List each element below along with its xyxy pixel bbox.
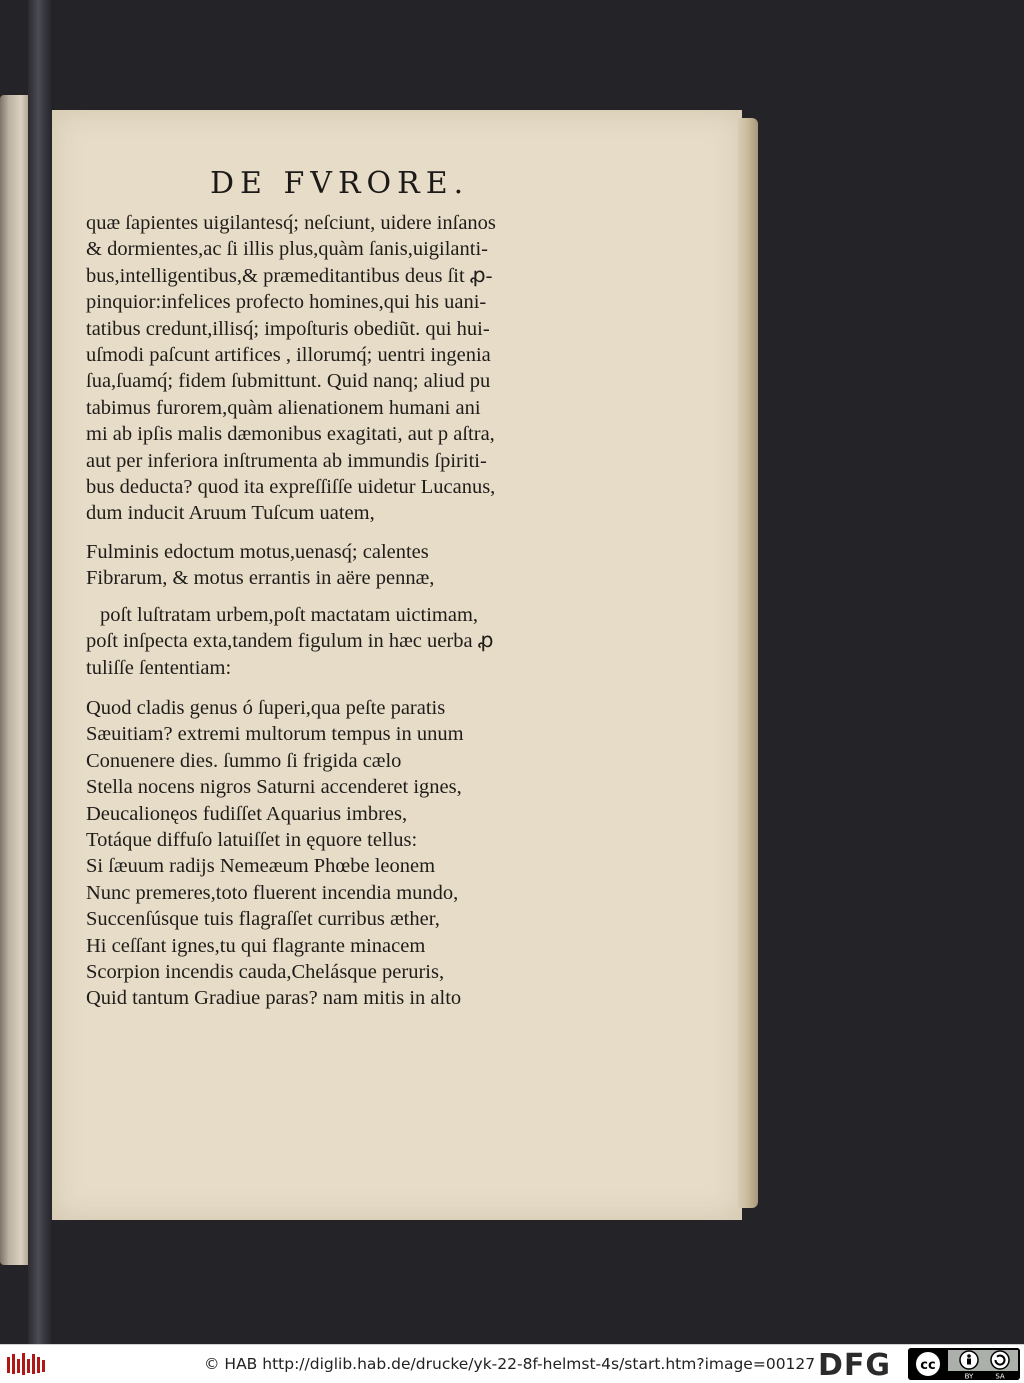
running-head: DE FVRORE. — [210, 166, 470, 201]
sa-icon — [991, 1351, 1009, 1369]
verse-line: Quod cladis genus ó ſuperi,qua peſte paratis — [86, 696, 446, 719]
footer-bar — [0, 1344, 1024, 1383]
verse-line: Nunc premeres,toto fluerent incendia mundo, — [86, 881, 459, 904]
text-line: uſmodi paſcunt artifices , illorumq́; uentri ingenia — [86, 344, 491, 367]
verse-line: Quid tantum Gradiue paras? nam mitis in alto — [86, 987, 462, 1010]
text-line: tabimus furorem,quàm alienationem humani ani — [86, 396, 481, 419]
cc-sa-label: SA — [995, 1372, 1005, 1380]
book-binding — [28, 0, 54, 1344]
verse-line: Scorpion incendis cauda,Chelásque peruris, — [86, 960, 445, 983]
text-line: & dormientes,ac ſi illis plus,quàm ſanis,uigilanti- — [86, 238, 488, 261]
text-block — [86, 210, 586, 1012]
verse-block-2 — [86, 695, 586, 1012]
text-line: dum inducit Aruum Tuſcum uatem, — [86, 502, 375, 525]
text-line: bus deducta? quod ita expreſſiſſe uidetur Lucanus, — [86, 476, 496, 499]
text-line: ſua,ſuamq́; fidem ſubmittunt. Quid nanq; aliud pu — [86, 370, 491, 393]
page-fore-edge — [738, 118, 758, 1208]
text-line: tuliſſe ſententiam: — [86, 656, 232, 679]
text-line: mi ab ipſis malis dæmonibus exagitati, aut p aſtra, — [86, 423, 495, 446]
copyright-link[interactable]: © HAB http://diglib.hab.de/drucke/yk-22-8f-helmst-4s/start.htm?image=00127 — [204, 1355, 816, 1373]
text-line: pinquior:infelices profecto homines,qui his uani- — [86, 291, 487, 314]
verse-line: Totáque diffuſo latuiſſet in ęquore tellus: — [86, 828, 418, 851]
verse-line: Fulminis edoctum motus,uenasq́; calentes — [86, 540, 429, 563]
cc-license-badge[interactable] — [908, 1348, 1020, 1380]
text-line: bus,intelligentibus,& præmeditantibus deus ſit ꝓ- — [86, 264, 493, 287]
hab-logo-icon[interactable] — [6, 1351, 46, 1377]
svg-text:cc: cc — [920, 1358, 936, 1373]
cc-icon — [915, 1351, 941, 1377]
prose-block-2 — [86, 602, 586, 681]
by-icon — [960, 1351, 978, 1369]
verse-line: Si ſæuum radijs Nemeæum Phœbe leonem — [86, 855, 436, 878]
verse-line: Sæuitiam? extremi multorum tempus in unum — [86, 723, 464, 746]
cc-by-label: BY — [964, 1372, 974, 1380]
verse-line: Fibrarum, & motus errantis in aëre pennæ, — [86, 567, 435, 590]
verse-line: Conuenere dies. ſummo ſi frigida cælo — [86, 749, 402, 772]
text-line: aut per inferiora inſtrumenta ab immundis ſpiriti- — [86, 449, 487, 472]
verse-line: Deucalionęos fudiſſet Aquarius imbres, — [86, 802, 408, 825]
text-line: tatibus credunt,illisq́; impoſturis obediũt. qui hui- — [86, 317, 490, 340]
text-line: poſt luſtratam urbem,poſt mactatam uictimam, — [100, 603, 479, 626]
facing-page-edge — [0, 95, 30, 1265]
text-line: poſt inſpecta exta,tandem figulum in hæc uerba ꝓ — [86, 630, 494, 653]
verse-block-1 — [86, 539, 586, 592]
verse-line: Hi ceſſant ignes,tu qui flagrante minacem — [86, 934, 426, 957]
prose-block-1 — [86, 210, 586, 527]
text-line: quæ ſapientes uigilantesq́; neſciunt, uidere inſanos — [86, 212, 496, 234]
verse-line: Stella nocens nigros Saturni accenderet ignes, — [86, 776, 462, 799]
dfg-logo[interactable]: DFG — [818, 1348, 892, 1383]
verse-line: Succenſúsque tuis flagraſſet curribus æther, — [86, 908, 440, 931]
